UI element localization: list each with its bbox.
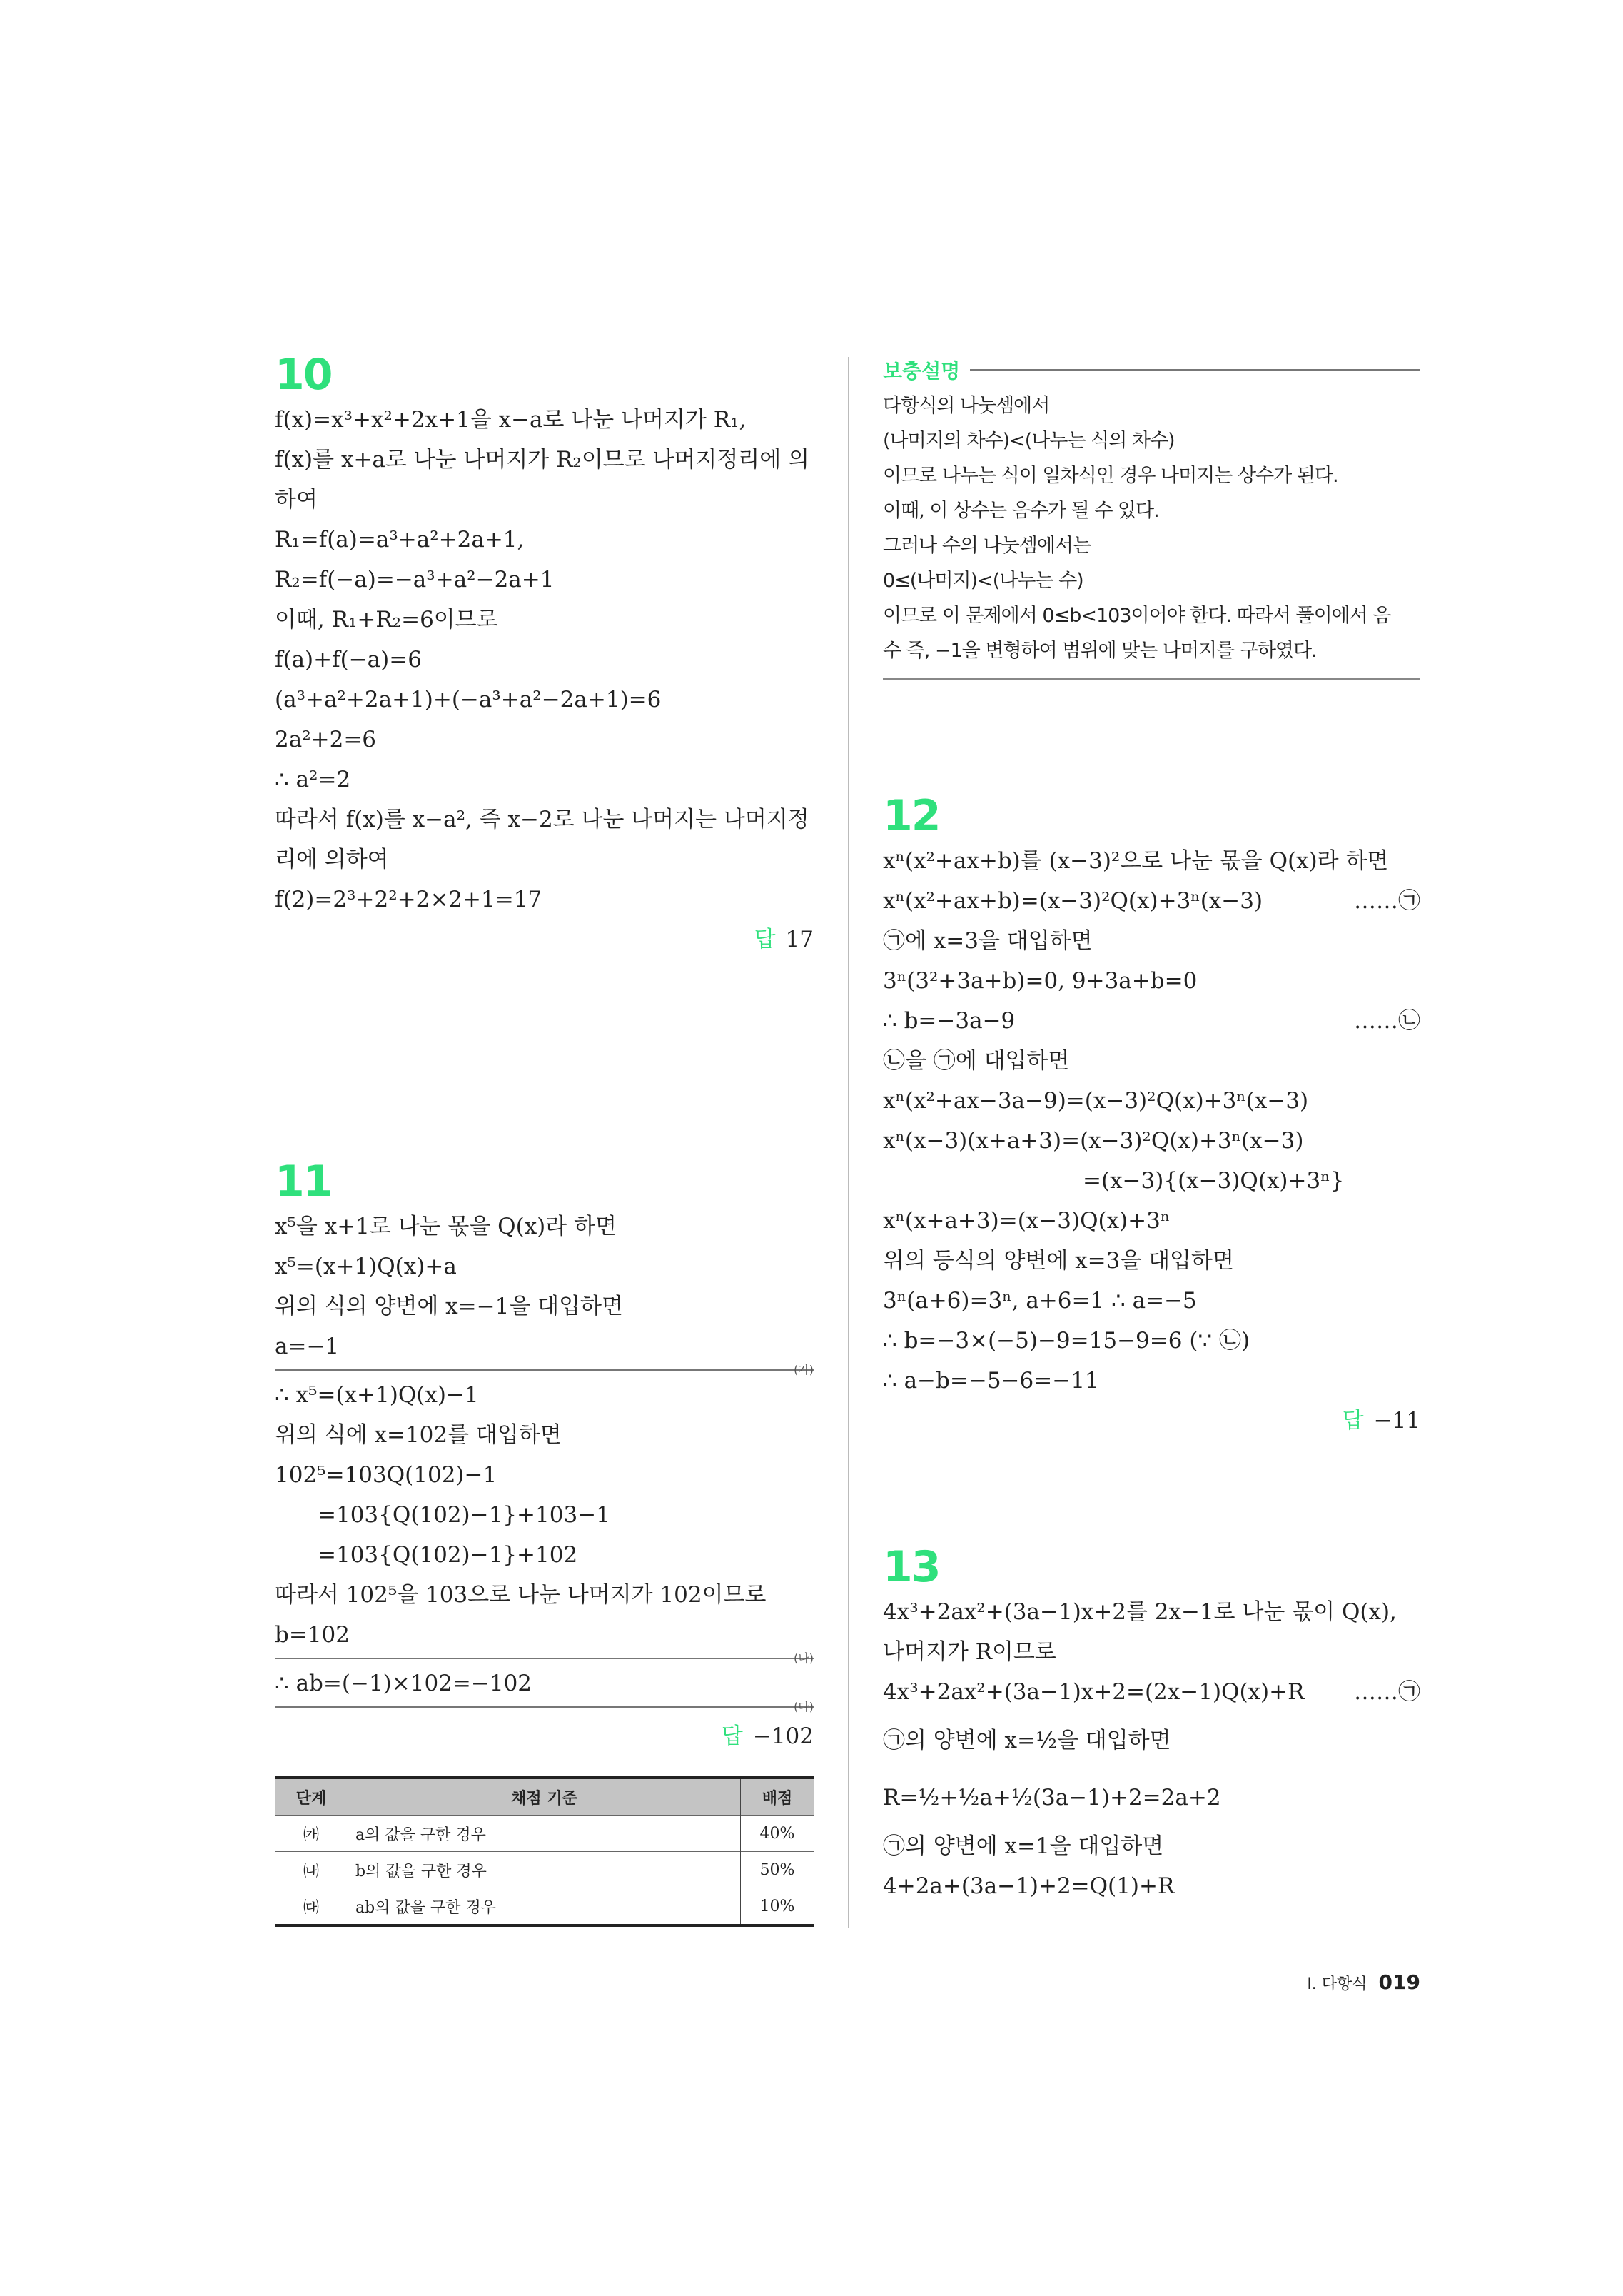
note-line: (나머지의 차수)<(나누는 식의 차수) xyxy=(883,430,1175,452)
note-line: 이때, 이 상수는 음수가 될 수 있다. xyxy=(883,500,1159,522)
line-text: =(x−3){(x−3)Q(x)+3ⁿ} xyxy=(1083,1168,1345,1194)
solution-line xyxy=(275,880,814,920)
solution-line xyxy=(883,1041,1420,1081)
solution-line xyxy=(275,1287,814,1326)
solution-line xyxy=(883,921,1420,961)
solution-line xyxy=(883,1632,1420,1672)
note-title: 보충설명 xyxy=(883,359,961,383)
line-text: ∴ a²=2 xyxy=(275,767,351,792)
equation-tag: ……㉠ xyxy=(1354,888,1420,914)
line-text: ∴ b=−3×(−5)−9=15−9=6 (∵ ㉡) xyxy=(883,1328,1250,1354)
solution-line xyxy=(275,1495,814,1535)
problem-number: 10 xyxy=(275,350,332,400)
solution-line xyxy=(275,720,814,760)
line-text: 따라서 102⁵을 103으로 나눈 나머지가 102이므로 xyxy=(275,1582,767,1608)
solution-line xyxy=(883,1826,1420,1866)
table-row xyxy=(275,1816,814,1852)
line-text: f(x)를 x+a로 나눈 나머지가 R₂이므로 나머지정리에 의 xyxy=(275,447,810,473)
table-cell: a의 값을 구한 경우 xyxy=(348,1816,741,1852)
note-line: 다항식의 나눗셈에서 xyxy=(883,395,1050,417)
line-text: 3ⁿ(3²+3a+b)=0, 9+3a+b=0 xyxy=(883,968,1198,994)
header-step: 단계 xyxy=(275,1778,348,1816)
solution-lines xyxy=(275,1207,814,1712)
table-cell: ab의 값을 구한 경우 xyxy=(348,1888,741,1926)
line-text: 하여 xyxy=(275,487,318,513)
answer-label: 답 xyxy=(754,927,776,952)
page-footer xyxy=(1307,1970,1420,1994)
problem-number: 13 xyxy=(883,1542,940,1592)
table-row xyxy=(275,1888,814,1926)
answer-value: 17 xyxy=(785,927,814,952)
solution-line xyxy=(883,1001,1420,1041)
table-cell: 10% xyxy=(741,1888,814,1926)
line-text: 리에 의하여 xyxy=(275,847,389,872)
line-text: ㉠의 양변에 x=1을 대입하면 xyxy=(883,1833,1164,1859)
solution-line xyxy=(275,1375,814,1415)
solution-line xyxy=(883,1321,1420,1361)
solution-line xyxy=(883,1361,1420,1401)
supplementary-note xyxy=(883,354,1420,680)
solution-line xyxy=(883,1081,1420,1121)
grading-table xyxy=(275,1776,814,1927)
line-text: 4x³+2ax²+(3a−1)x+2=(2x−1)Q(x)+R xyxy=(883,1679,1305,1705)
line-text: 위의 등식의 양변에 x=3을 대입하면 xyxy=(883,1248,1234,1274)
solution-line xyxy=(275,1326,814,1366)
line-text: 4+2a+(3a−1)+2=Q(1)+R xyxy=(883,1873,1175,1899)
step-rule xyxy=(275,1651,814,1665)
line-text: xⁿ(x−3)(x+a+3)=(x−3)²Q(x)+3ⁿ(x−3) xyxy=(883,1128,1304,1154)
solution-line xyxy=(275,1455,814,1495)
problem-number: 11 xyxy=(275,1157,332,1207)
column-divider xyxy=(848,357,849,1928)
table-cell: 50% xyxy=(741,1852,814,1888)
line-text: 102⁵=103Q(102)−1 xyxy=(275,1462,497,1488)
note-line: 0≤(나머지)<(나누는 수) xyxy=(883,570,1083,592)
line-text: ∴ a−b=−5−6=−11 xyxy=(883,1368,1099,1394)
step-marker: (나) xyxy=(794,1651,814,1665)
problem-number: 12 xyxy=(883,791,940,841)
step-marker: (가) xyxy=(794,1363,814,1376)
problem-11 xyxy=(275,1157,814,1927)
line-text: R₁=f(a)=a³+a²+2a+1, xyxy=(275,527,525,553)
line-text: f(a)+f(−a)=6 xyxy=(275,647,422,673)
line-text: a=−1 xyxy=(275,1334,340,1359)
solution-line xyxy=(275,440,814,480)
note-line: 그러나 수의 나눗셈에서는 xyxy=(883,535,1091,557)
line-text: 4x³+2ax²+(3a−1)x+2를 2x−1로 나눈 몫이 Q(x), xyxy=(883,1599,1397,1625)
note-bottom-rule xyxy=(883,678,1420,680)
solution-line xyxy=(883,1712,1420,1769)
table-cell: 40% xyxy=(741,1816,814,1852)
solution-line xyxy=(275,760,814,800)
problem-12 xyxy=(883,791,1420,1441)
line-text: ∴ x⁵=(x+1)Q(x)−1 xyxy=(275,1382,479,1408)
table-cell: ㈏ xyxy=(275,1852,348,1888)
table-cell: ㈎ xyxy=(275,1816,348,1852)
line-text: xⁿ(x²+ax+b)=(x−3)²Q(x)+3ⁿ(x−3) xyxy=(883,888,1263,914)
header-criteria: 채점 기준 xyxy=(348,1778,741,1816)
answer-value: −102 xyxy=(752,1723,814,1749)
answer-label: 답 xyxy=(1342,1408,1364,1434)
line-text: R=½+½a+½(3a−1)+2=2a+2 xyxy=(883,1785,1221,1811)
line-text: 이때, R₁+R₂=6이므로 xyxy=(275,607,498,633)
solution-line xyxy=(883,1866,1420,1906)
line-text: ∴ b=−3a−9 xyxy=(883,1008,1016,1034)
title-rule xyxy=(970,369,1420,371)
line-text: f(2)=2³+2²+2×2+1=17 xyxy=(275,887,542,912)
line-text: 위의 식의 양변에 x=−1을 대입하면 xyxy=(275,1294,623,1319)
solution-line xyxy=(275,400,814,440)
line-text: ㉠에 x=3을 대입하면 xyxy=(883,928,1093,954)
solution-line xyxy=(883,881,1420,921)
solution-line xyxy=(275,1535,814,1575)
line-text: f(x)=x³+x²+2x+1을 x−a로 나눈 나머지가 R₁, xyxy=(275,407,747,433)
solution-lines xyxy=(275,400,814,920)
line-text: b=102 xyxy=(275,1622,350,1648)
answer xyxy=(275,1716,814,1756)
table-row xyxy=(275,1852,814,1888)
solution-line xyxy=(883,841,1420,881)
solution-line xyxy=(275,680,814,720)
line-text: =103{Q(102)−1}+102 xyxy=(318,1542,578,1568)
solution-line xyxy=(883,1592,1420,1632)
solution-line xyxy=(275,1615,814,1655)
note-line: 이므로 나누는 식이 일차식인 경우 나머지는 상수가 된다. xyxy=(883,465,1338,487)
step-marker: (다) xyxy=(794,1700,814,1713)
line-text: 따라서 f(x)를 x−a², 즉 x−2로 나눈 나머지는 나머지정 xyxy=(275,807,809,832)
equation-tag: ……㉡ xyxy=(1354,1008,1420,1034)
table-cell: ㈐ xyxy=(275,1888,348,1926)
solution-line xyxy=(275,1575,814,1615)
solution-line xyxy=(883,1769,1420,1826)
solution-line xyxy=(883,1161,1420,1201)
line-text: x⁵=(x+1)Q(x)+a xyxy=(275,1254,457,1279)
line-text: 나머지가 R이므로 xyxy=(883,1639,1056,1665)
answer xyxy=(275,920,814,960)
line-text: (a³+a²+2a+1)+(−a³+a²−2a+1)=6 xyxy=(275,687,662,713)
line-text: xⁿ(x²+ax+b)를 (x−3)²으로 나눈 몫을 Q(x)라 하면 xyxy=(883,848,1389,874)
line-text: =103{Q(102)−1}+103−1 xyxy=(318,1502,610,1528)
answer-label: 답 xyxy=(721,1723,743,1749)
solution-line xyxy=(883,1121,1420,1161)
note-line: 이므로 이 문제에서 0≤b<103이어야 한다. 따라서 풀이에서 음 xyxy=(883,605,1391,627)
solution-line xyxy=(883,1241,1420,1281)
equation-tag: ……㉠ xyxy=(1354,1679,1420,1705)
solution-line xyxy=(883,1672,1420,1712)
solution-line xyxy=(275,560,814,600)
line-text: ㉡을 ㉠에 대입하면 xyxy=(883,1048,1070,1074)
line-text: x⁵을 x+1로 나눈 몫을 Q(x)라 하면 xyxy=(275,1214,617,1239)
answer xyxy=(883,1401,1420,1441)
solution-line xyxy=(275,520,814,560)
line-text: 위의 식에 x=102를 대입하면 xyxy=(275,1422,562,1448)
line-text: ∴ ab=(−1)×102=−102 xyxy=(275,1671,532,1696)
problem-10 xyxy=(275,350,814,960)
solution-line xyxy=(275,600,814,640)
chapter-label: I. 다항식 xyxy=(1307,1975,1367,1993)
solution-line xyxy=(275,480,814,520)
line-text: xⁿ(x²+ax−3a−9)=(x−3)²Q(x)+3ⁿ(x−3) xyxy=(883,1088,1309,1114)
page-number: 019 xyxy=(1378,1970,1420,1994)
solution-line xyxy=(275,1207,814,1247)
solution-line xyxy=(883,1281,1420,1321)
solution-line xyxy=(275,800,814,840)
problem-13 xyxy=(883,1542,1420,1906)
step-rule xyxy=(275,1700,814,1713)
header-points: 배점 xyxy=(741,1778,814,1816)
solution-line xyxy=(275,1663,814,1703)
table-cell: b의 값을 구한 경우 xyxy=(348,1852,741,1888)
line-text: 3ⁿ(a+6)=3ⁿ, a+6=1 ∴ a=−5 xyxy=(883,1288,1197,1314)
line-text: xⁿ(x+a+3)=(x−3)Q(x)+3ⁿ xyxy=(883,1208,1171,1234)
note-line: 수 즉, −1을 변형하여 범위에 맞는 나머지를 구하였다. xyxy=(883,640,1317,662)
solution-line xyxy=(275,1415,814,1455)
solution-line xyxy=(275,1247,814,1287)
solution-line xyxy=(883,961,1420,1001)
line-text: 2a²+2=6 xyxy=(275,727,377,752)
line-text: ㉠의 양변에 x=½을 대입하면 xyxy=(883,1728,1171,1753)
solution-line xyxy=(275,640,814,680)
answer-value: −11 xyxy=(1373,1408,1420,1434)
solution-line xyxy=(883,1201,1420,1241)
solution-line xyxy=(275,840,814,880)
step-rule xyxy=(275,1363,814,1376)
line-text: R₂=f(−a)=−a³+a²−2a+1 xyxy=(275,567,555,593)
